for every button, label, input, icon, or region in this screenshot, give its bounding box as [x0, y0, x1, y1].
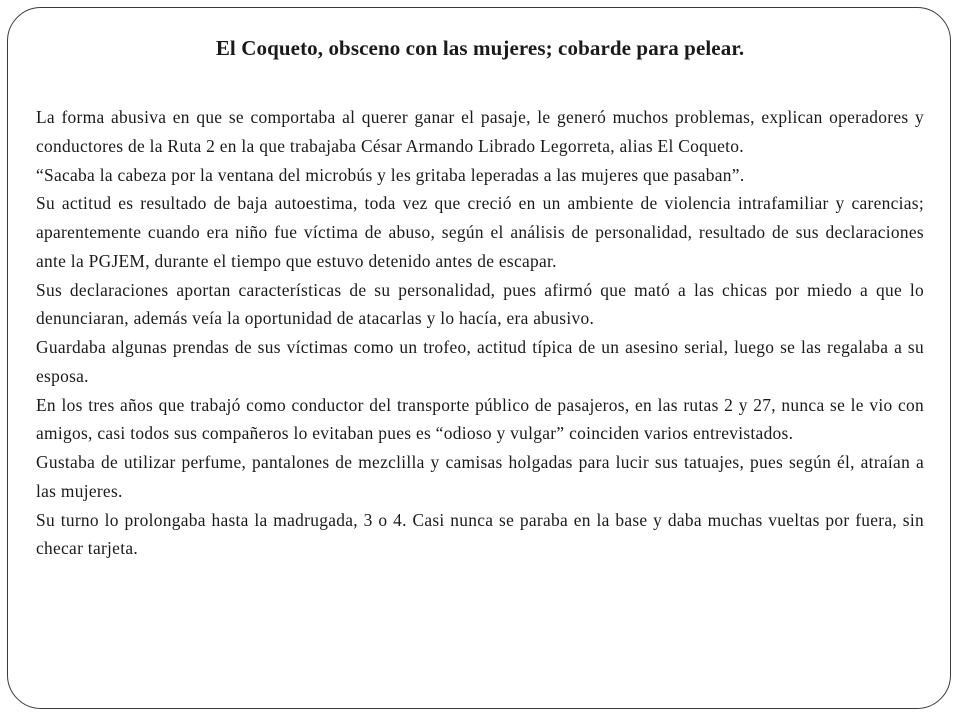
paragraph-6: En los tres años que trabajó como conductor del transporte público de pasajeros, en las rutas 2 y 27, nunca se le vio con amigos, casi todos sus compañeros lo evitaban pues es “odioso y vulgar” coinciden varios entrevistados. — [36, 394, 924, 444]
slide-body — [36, 103, 924, 563]
paragraph-4: Sus declaraciones aportan características de su personalidad, pues afirmó que mató a las chicas por miedo a que lo denunciaran, además veía la oportunidad de atacarlas y lo hacía, era abusivo. — [36, 279, 924, 329]
paragraph-8: Su turno lo prolongaba hasta la madrugada, 3 o 4. Casi nunca se paraba en la base y daba muchas vueltas por fuera, sin checar tarjeta. — [36, 509, 924, 559]
paragraph-3: Su actitud es resultado de baja autoestima, toda vez que creció en un ambiente de violencia intrafamiliar y carencias; aparentemente cuando era niño fue víctima de abuso, según el análisis de personalidad, resultado de sus declaraciones ante la PGJEM, durante el tiempo que estuvo detenido antes de escapar. — [36, 193, 924, 271]
paragraph-5: Guardaba algunas prendas de sus víctimas como un trofeo, actitud típica de un asesino serial, luego se las regalaba a su esposa. — [36, 337, 924, 386]
paragraph-1: La forma abusiva en que se comportaba al querer ganar el pasaje, le generó muchos problemas, explican operadores y conductores de la Ruta 2 en la que trabajaba César Armando Librado Legorreta, alias El Coqueto. — [36, 107, 924, 156]
paragraph-2: “Sacaba la cabeza por la ventana del microbús y les gritaba leperadas a las mujeres que pasaban”. — [36, 164, 745, 185]
slide-title: El Coqueto, obsceno con las mujeres; cobarde para pelear. — [215, 36, 745, 60]
paragraph-7: Gustaba de utilizar perfume, pantalones de mezclilla y camisas holgadas para lucir sus tatuajes, pues según él, atraían a las mujeres. — [36, 452, 924, 501]
